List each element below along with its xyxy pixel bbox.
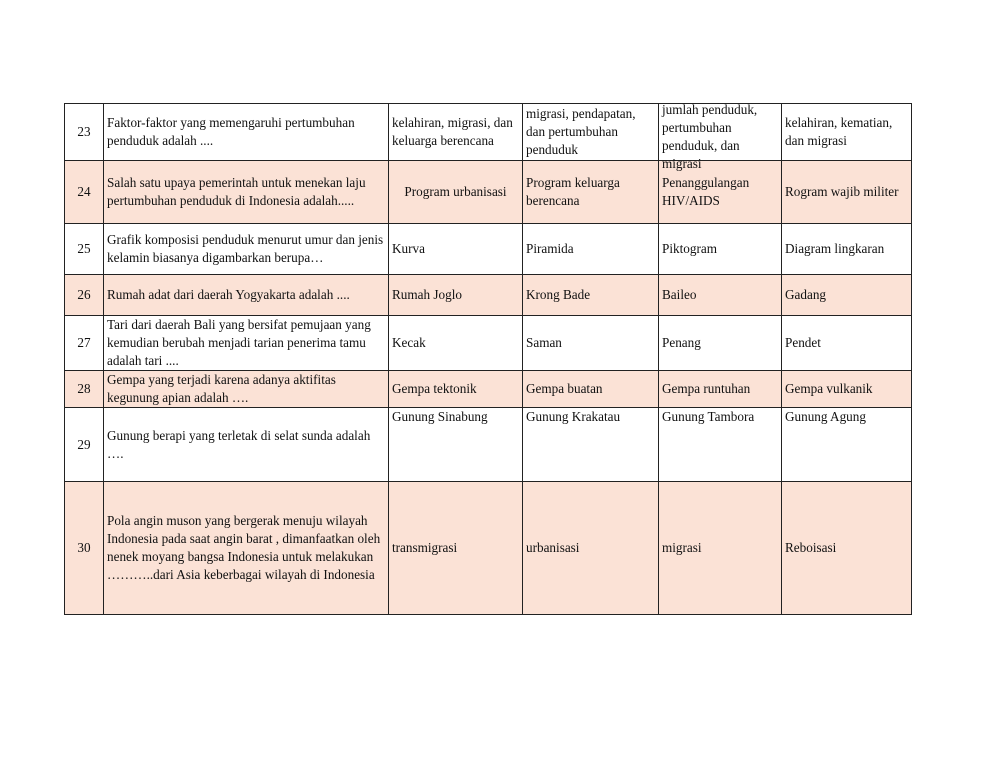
table-row: [65, 161, 912, 224]
option-d: Pendet: [782, 316, 912, 371]
question-number: 26: [65, 275, 104, 316]
option-b: Krong Bade: [523, 275, 659, 316]
question-number: 23: [65, 104, 104, 161]
option-a: Gempa tektonik: [389, 371, 523, 408]
table-row: [65, 224, 912, 275]
option-c: migrasi: [659, 482, 782, 615]
table-row: [65, 104, 912, 161]
question-text: Gempa yang terjadi karena adanya aktifitas kegunung apian adalah ….: [104, 371, 389, 408]
option-c: Penanggulangan HIV/AIDS: [659, 161, 782, 224]
question-number: 28: [65, 371, 104, 408]
option-b: urbanisasi: [523, 482, 659, 615]
question-number: 25: [65, 224, 104, 275]
option-b: Saman: [523, 316, 659, 371]
question-text: Faktor-faktor yang memengaruhi pertumbuhan penduduk adalah ....: [104, 104, 389, 161]
option-d: Reboisasi: [782, 482, 912, 615]
option-d: Rogram wajib militer: [782, 161, 912, 224]
option-a: Rumah Joglo: [389, 275, 523, 316]
table-row: [65, 316, 912, 371]
table-row: [65, 408, 912, 482]
table-row: [65, 482, 912, 615]
question-number: 30: [65, 482, 104, 615]
option-a: kelahiran, migrasi, dan keluarga berencana: [389, 104, 523, 161]
option-c: Gunung Tambora: [659, 408, 782, 482]
option-d: Gunung Agung: [782, 408, 912, 482]
question-number: 27: [65, 316, 104, 371]
option-d: Gempa vulkanik: [782, 371, 912, 408]
option-d: Gadang: [782, 275, 912, 316]
option-a: Gunung Sinabung: [389, 408, 523, 482]
option-c-text: jumlah penduduk, pertumbuhan penduduk, dan migrasi: [662, 102, 758, 171]
option-c: Gempa runtuhan: [659, 371, 782, 408]
option-a: Kurva: [389, 224, 523, 275]
option-d: Diagram lingkaran: [782, 224, 912, 275]
option-a: transmigrasi: [389, 482, 523, 615]
question-text: Gunung berapi yang terletak di selat sunda adalah ….: [104, 408, 389, 482]
table-row: [65, 371, 912, 408]
option-c: Piktogram: [659, 224, 782, 275]
question-text: Tari dari daerah Bali yang bersifat pemujaan yang kemudian berubah menjadi tarian penerima tamu adalah tari ....: [104, 316, 389, 371]
option-c: Penang: [659, 316, 782, 371]
question-text: Grafik komposisi penduduk menurut umur dan jenis kelamin biasanya digambarkan berupa…: [104, 224, 389, 275]
option-b: Piramida: [523, 224, 659, 275]
option-c: Baileo: [659, 275, 782, 316]
question-text: Rumah adat dari daerah Yogyakarta adalah ....: [104, 275, 389, 316]
option-b: Program keluarga berencana: [523, 161, 659, 224]
option-d: kelahiran, kematian, dan migrasi: [782, 104, 912, 161]
option-a: Program urbanisasi: [389, 161, 523, 224]
option-b: Gempa buatan: [523, 371, 659, 408]
question-number: 24: [65, 161, 104, 224]
table-row: [65, 275, 912, 316]
option-b: Gunung Krakatau: [523, 408, 659, 482]
option-c: [659, 102, 782, 171]
quiz-table: [64, 103, 912, 615]
question-number: 29: [65, 408, 104, 482]
question-text: Pola angin muson yang bergerak menuju wilayah Indonesia pada saat angin barat , dimanfaatkan oleh nenek moyang bangsa Indonesia untuk melakukan ………..dari Asia keberbagai wilayah di Indonesia: [104, 482, 389, 615]
option-a: Kecak: [389, 316, 523, 371]
option-b: migrasi, pendapatan, dan pertumbuhan penduduk: [523, 104, 659, 161]
question-text: Salah satu upaya pemerintah untuk menekan laju pertumbuhan penduduk di Indonesia adalah.....: [104, 161, 389, 224]
